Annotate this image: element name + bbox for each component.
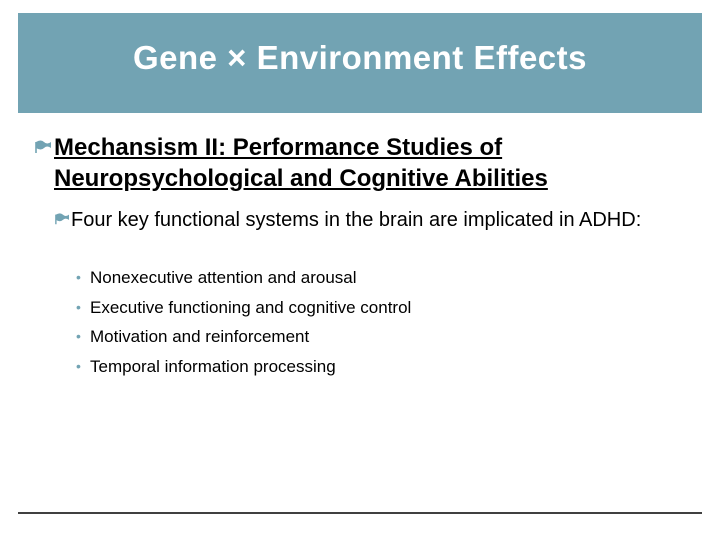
bullet-dot-icon: • [76, 328, 81, 344]
footer-divider [18, 512, 702, 514]
list-item [76, 352, 676, 382]
bullet-dot-icon: • [76, 357, 81, 374]
list-item [76, 263, 676, 293]
flag-bullet-icon [54, 206, 74, 234]
list-item-text: Temporal information processing [90, 356, 336, 376]
bullet-dot-icon: • [76, 298, 81, 315]
bullet-dot-icon: • [76, 269, 81, 285]
list-item [76, 322, 676, 352]
sub-point-text: Four key functional systems in the brain are implicated in ADHD: [71, 209, 642, 231]
bullet-list [76, 263, 676, 381]
list-item-text: Nonexecutive attention and arousal [90, 268, 357, 287]
flag-bullet-icon [34, 132, 54, 163]
heading-text: Mechansism II: Performance Studies of Neuropsychological and Cognitive Abilities [54, 134, 548, 192]
title-band [18, 13, 702, 113]
list-item [76, 293, 676, 323]
heading-point [34, 132, 684, 194]
sub-point [54, 206, 694, 234]
slide-title: Gene × Environment Effects [132, 39, 588, 76]
list-item-text: Executive functioning and cognitive control [90, 297, 412, 317]
list-item-text: Motivation and reinforcement [90, 327, 310, 346]
